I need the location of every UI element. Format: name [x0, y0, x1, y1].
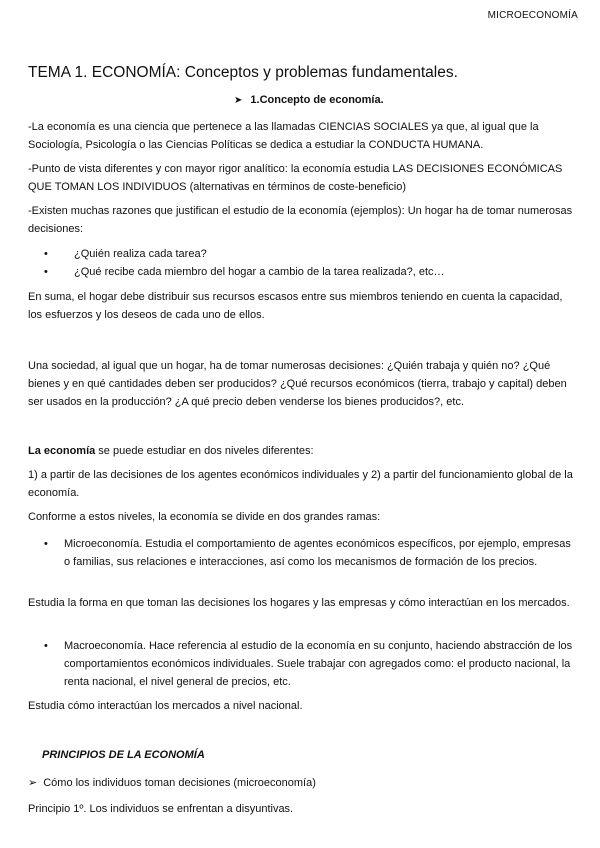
- bullet-dot-icon: •: [44, 248, 48, 260]
- paragraph-5: Una sociedad, al igual que un hogar, ha de tomar numerosas decisiones: ¿Quién trabaja y quién no? ¿Qué bienes y en qué cantidades deben ser producidos? ¿Qué recursos económicos (tierra, trabajo y capital) deben ser usados en la producción? ¿A qué precio deben venderse los bienes producidos?, etc.: [28, 360, 567, 408]
- arrow-bullet-icon: ➢: [28, 777, 38, 789]
- arrow-bullet-icon: ➤: [234, 94, 243, 106]
- principio-1: Principio 1º. Los individuos se enfrentan a disyuntivas.: [28, 803, 294, 815]
- list-item: • ¿Qué recibe cada miembro del hogar a cambio de la tarea realizada?, etc…: [44, 263, 574, 281]
- paragraph-4: En suma, el hogar debe distribuir sus recursos escasos entre sus miembros teniendo en cuenta la capacidad, los esfuerzos y los deseos de cada uno de ellos.: [28, 291, 563, 321]
- bullet-dot-icon: •: [44, 538, 48, 550]
- list-item-macro: • Macroeconomía. Hace referencia al estudio de la economía en su conjunto, haciendo abstracción de los comportamientos económicos individuales. Suele trabajar con agregados como: el producto nacional, la renta nacional, el nivel general de precios, etc.: [44, 637, 576, 691]
- bullet-dot-icon: •: [44, 266, 48, 278]
- arrow-list-item: ➢ Cómo los individuos toman decisiones (microeconomía): [28, 776, 316, 789]
- document-title: TEMA 1. ECONOMÍA: Conceptos y problemas fundamentales.: [28, 64, 458, 81]
- principios-heading: PRINCIPIOS DE LA ECONOMÍA: [42, 749, 205, 761]
- paragraph-1: -La economía es una ciencia que pertenece a las llamadas CIENCIAS SOCIALES ya que, al igual que la Sociología, Psicología o las Ciencias Políticas se dedica a estudiar la CONDUCTA HUMANA.: [28, 121, 539, 151]
- list-item-micro: • Microeconomía. Estudia el comportamiento de agentes económicos específicos, por ejemplo, empresas o familias, sus relaciones e interacciones, así como los mecanismos de formación de los precios.: [44, 535, 576, 571]
- paragraph-2: -Punto de vista diferentes y con mayor rigor analítico: la economía estudia LAS DECISIONES ECONÓMICAS QUE TOMAN LOS INDIVIDUOS (alternativas en términos de coste-beneficio): [28, 163, 563, 193]
- paragraph-10: Estudia cómo interactúan los mercados a nivel nacional.: [28, 700, 303, 712]
- running-header: MICROECONOMÍA: [487, 10, 578, 21]
- bullet-dot-icon: •: [44, 640, 48, 652]
- bold-term: La economía: [28, 445, 96, 457]
- paragraph-9: Estudia la forma en que toman las decisiones los hogares y las empresas y cómo interactúan en los mercados.: [28, 597, 570, 609]
- paragraph-8: Conforme a estos niveles, la economía se divide en dos grandes ramas:: [28, 511, 381, 523]
- paragraph-7: 1) a partir de las decisiones de los agentes económicos individuales y 2) a partir del funcionamiento global de la economía.: [28, 469, 573, 499]
- section-heading: [234, 94, 384, 106]
- paragraph-6: La economía se puede estudiar en dos niveles diferentes:: [28, 445, 314, 457]
- paragraph-3: -Existen muchas razones que justifican el estudio de la economía (ejemplos): Un hogar ha de tomar numerosas decisiones:: [28, 205, 573, 235]
- list-item: • ¿Quién realiza cada tarea?: [44, 245, 574, 263]
- section-heading-text: 1.Concepto de economía.: [250, 94, 384, 106]
